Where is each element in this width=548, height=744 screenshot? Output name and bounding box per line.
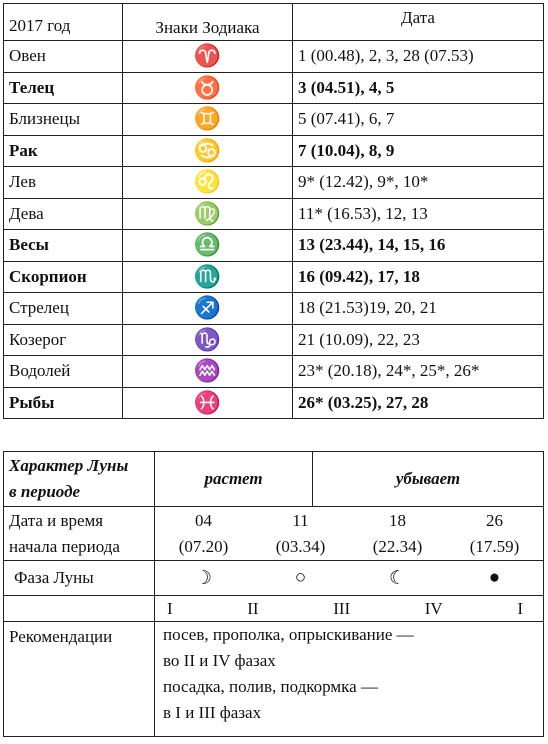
period-row bbox=[4, 507, 544, 561]
zodiac-symbol-icon: ♐ bbox=[123, 293, 293, 325]
zodiac-row bbox=[4, 356, 544, 388]
zodiac-row bbox=[4, 261, 544, 293]
phase-values bbox=[155, 561, 544, 596]
zodiac-row bbox=[4, 41, 544, 73]
period-label-line1: Дата и время bbox=[9, 510, 104, 530]
recommend-line: во II и IV фазах bbox=[163, 651, 276, 670]
sign-dates: 16 (09.42), 17, 18 bbox=[293, 261, 544, 293]
sign-name: Водолей bbox=[4, 356, 123, 388]
zodiac-row bbox=[4, 293, 544, 325]
zodiac-symbol-icon: ♑ bbox=[123, 324, 293, 356]
period-day: 18 bbox=[389, 510, 406, 530]
signs-header: Знаки Зодиака bbox=[123, 4, 293, 41]
sign-name: Дева bbox=[4, 198, 123, 230]
zodiac-row bbox=[4, 198, 544, 230]
period-day: 04 bbox=[195, 510, 212, 530]
period-1 bbox=[155, 508, 252, 560]
sign-dates: 23* (20.18), 24*, 25*, 26* bbox=[293, 356, 544, 388]
sign-dates: 26* (03.25), 27, 28 bbox=[293, 387, 544, 419]
period-label bbox=[4, 507, 155, 561]
zodiac-table bbox=[3, 3, 544, 419]
period-day: 11 bbox=[292, 510, 309, 530]
zodiac-symbol-icon: ♏ bbox=[123, 261, 293, 293]
waxing-crescent-icon: ☽ bbox=[194, 567, 213, 589]
zodiac-row bbox=[4, 230, 544, 262]
character-label bbox=[4, 452, 155, 507]
sign-dates: 18 (21.53)19, 20, 21 bbox=[293, 293, 544, 325]
full-moon-icon: ○ bbox=[294, 566, 307, 588]
period-time: (03.34) bbox=[275, 536, 326, 556]
zodiac-row bbox=[4, 387, 544, 419]
zodiac-row bbox=[4, 135, 544, 167]
recommend-values bbox=[155, 622, 544, 737]
zodiac-row bbox=[4, 104, 544, 136]
zodiac-symbol-icon: ♉ bbox=[123, 72, 293, 104]
roman-empty-cell bbox=[4, 596, 155, 622]
sign-dates: 7 (10.04), 8, 9 bbox=[293, 135, 544, 167]
character-values bbox=[155, 452, 544, 507]
sign-name: Близнецы bbox=[4, 104, 123, 136]
sign-dates: 11* (16.53), 12, 13 bbox=[293, 198, 544, 230]
recommend-line: посадка, полив, подкормка — bbox=[163, 677, 378, 696]
zodiac-row bbox=[4, 167, 544, 199]
recommend-line: посев, прополка, опрыскивание — bbox=[163, 625, 414, 644]
growing-label: растет bbox=[155, 452, 313, 506]
sign-dates: 1 (00.48), 2, 3, 28 (07.53) bbox=[293, 41, 544, 73]
zodiac-symbol-icon: ♊ bbox=[123, 104, 293, 136]
period-time: (07.20) bbox=[178, 536, 229, 556]
sign-name: Лев bbox=[4, 167, 123, 199]
sign-name: Козерог bbox=[4, 324, 123, 356]
period-time: (17.59) bbox=[469, 536, 520, 556]
waning-label: убывает bbox=[395, 469, 461, 488]
period-2 bbox=[252, 508, 349, 560]
period-label-line2: начала периода bbox=[9, 536, 120, 556]
roman-numeral: III bbox=[333, 598, 351, 618]
zodiac-symbol-icon: ♌ bbox=[123, 167, 293, 199]
zodiac-symbol-icon: ♒ bbox=[123, 356, 293, 388]
recommend-row bbox=[4, 622, 544, 737]
sign-name: Рыбы bbox=[4, 387, 123, 419]
sign-name: Овен bbox=[4, 41, 123, 73]
sign-name: Рак bbox=[4, 135, 123, 167]
character-label-line2: в периоде bbox=[9, 482, 81, 501]
new-moon-icon: ● bbox=[488, 566, 501, 588]
period-day: 26 bbox=[486, 510, 503, 530]
waning-crescent-icon: ☾ bbox=[388, 567, 407, 589]
moon-table bbox=[3, 451, 544, 737]
zodiac-symbol-icon: ♎ bbox=[123, 230, 293, 262]
zodiac-row bbox=[4, 72, 544, 104]
zodiac-symbol-icon: ♍ bbox=[123, 198, 293, 230]
sign-name: Весы bbox=[4, 230, 123, 262]
period-4 bbox=[446, 508, 543, 560]
zodiac-symbol-icon: ♓ bbox=[123, 387, 293, 419]
zodiac-header-row bbox=[4, 4, 544, 41]
character-label-line1: Характер Луны bbox=[9, 456, 129, 475]
phase-label: Фаза Луны bbox=[4, 561, 155, 596]
period-values bbox=[155, 507, 544, 561]
sign-dates: 9* (12.42), 9*, 10* bbox=[293, 167, 544, 199]
year-header: 2017 год bbox=[4, 4, 123, 41]
roman-numeral: IV bbox=[424, 598, 443, 618]
date-header: Дата bbox=[293, 4, 544, 41]
roman-numeral: II bbox=[247, 598, 259, 618]
sign-dates: 21 (10.09), 22, 23 bbox=[293, 324, 544, 356]
roman-numeral: I bbox=[517, 598, 523, 618]
period-time: (22.34) bbox=[372, 536, 423, 556]
sign-name: Стрелец bbox=[4, 293, 123, 325]
zodiac-row bbox=[4, 324, 544, 356]
recommend-label: Рекомендации bbox=[4, 622, 155, 737]
roman-row bbox=[4, 596, 544, 622]
sign-dates: 3 (04.51), 4, 5 bbox=[293, 72, 544, 104]
recommend-line: в I и III фазах bbox=[163, 703, 262, 722]
period-3 bbox=[349, 508, 446, 560]
roman-numeral: I bbox=[167, 598, 173, 618]
phase-row bbox=[4, 561, 544, 596]
sign-dates: 5 (07.41), 6, 7 bbox=[293, 104, 544, 136]
roman-values bbox=[155, 596, 544, 622]
sign-dates: 13 (23.44), 14, 15, 16 bbox=[293, 230, 544, 262]
zodiac-symbol-icon: ♋ bbox=[123, 135, 293, 167]
zodiac-symbol-icon: ♈ bbox=[123, 41, 293, 73]
sign-name: Телец bbox=[4, 72, 123, 104]
moon-character-row bbox=[4, 452, 544, 507]
sign-name: Скорпион bbox=[4, 261, 123, 293]
